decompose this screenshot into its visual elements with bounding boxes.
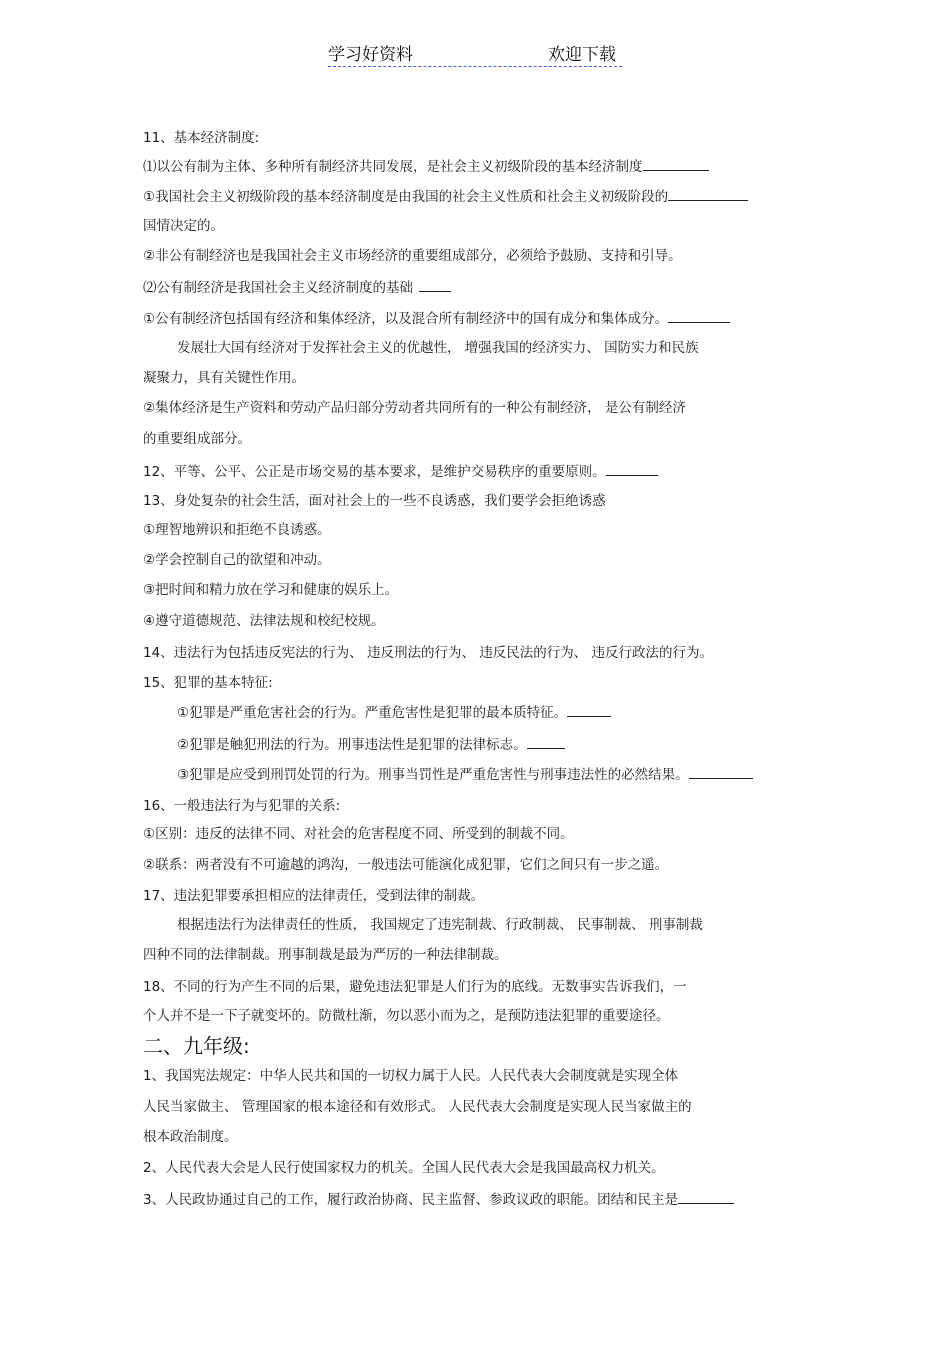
text-line: 四种不同的法律制裁。刑事制裁是最为严厉的一种法律制裁。 xyxy=(143,947,508,963)
fill-blank xyxy=(527,734,565,749)
fill-blank xyxy=(606,461,658,476)
text-line: ①理智地辨识和拒绝不良诱惑。 xyxy=(143,522,331,538)
text-line: 2、人民代表大会是人民行使国家权力的机关。全国人民代表大会是我国最高权力机关。 xyxy=(143,1160,665,1176)
text-line: ③把时间和精力放在学习和健康的娱乐上。 xyxy=(143,582,399,598)
section-heading: 二、九年级: xyxy=(143,1034,250,1058)
text-line: 根据违法行为法律责任的性质， 我国规定了违宪制裁、行政制裁、 民事制裁、 刑事制裁 xyxy=(177,917,703,933)
fill-blank xyxy=(668,308,730,323)
text-line: 16、一般违法行为与犯罪的关系: xyxy=(143,798,341,814)
text-line: 12、平等、公平、公正是市场交易的基本要求，是维护交易秩序的重要原则。 xyxy=(143,461,658,482)
fill-blank xyxy=(668,186,748,201)
fill-blank xyxy=(419,277,451,292)
text-line: 3、人民政协通过自己的工作，履行政治协商、民主监督、参政议政的职能。团结和民主是 xyxy=(143,1189,734,1210)
text-line: ⑵公有制经济是我国社会主义经济制度的基础 xyxy=(143,277,451,298)
text-line: 18、不同的行为产生不同的后果，避免违法犯罪是人们行为的底线。无数事实告诉我们，一 xyxy=(143,979,687,995)
text-line: ②联系：两者没有不可逾越的鸿沟，一般违法可能演化成犯罪，它们之间只有一步之遥。 xyxy=(143,857,669,873)
text-line: 15、犯罪的基本特征: xyxy=(143,675,273,691)
text-line: ①区别：违反的法律不同、对社会的危害程度不同、所受到的制裁不同。 xyxy=(143,826,574,842)
text-line: ②犯罪是触犯刑法的行为。刑事违法性是犯罪的法律标志。 xyxy=(177,734,565,755)
text-line: ②集体经济是生产资料和劳动产品归部分劳动者共同所有的一种公有制经济， 是公有制经济 xyxy=(143,400,686,416)
text-line: ④遵守道德规范、法律法规和校纪校规。 xyxy=(143,613,385,629)
text-line: 1、我国宪法规定：中华人民共和国的一切权力属于人民。人民代表大会制度就是实现全体 xyxy=(143,1068,679,1084)
text-line: 发展壮大国有经济对于发挥社会主义的优越性， 增强我国的经济实力、 国防实力和民族 xyxy=(177,340,699,356)
text-line: 的重要组成部分。 xyxy=(143,431,251,447)
text-line: 凝聚力，具有关键性作用。 xyxy=(143,370,305,386)
text-line: ①犯罪是严重危害社会的行为。严重危害性是犯罪的最本质特征。 xyxy=(177,702,611,723)
text-line: 人民当家做主、 管理国家的根本途径和有效形式。 人民代表大会制度是实现人民当家做主的 xyxy=(143,1099,692,1115)
text-line: 11、基本经济制度: xyxy=(143,130,260,146)
text-line: 13、身处复杂的社会生活，面对社会上的一些不良诱惑，我们要学会拒绝诱惑 xyxy=(143,493,606,509)
text-line: ②学会控制自己的欲望和冲动。 xyxy=(143,552,331,568)
text-line: ③犯罪是应受到刑罚处罚的行为。刑事当罚性是严重危害性与刑事违法性的必然结果。 xyxy=(177,764,753,785)
text-line: ①公有制经济包括国有经济和集体经济，以及混合所有制经济中的国有成分和集体成分。 xyxy=(143,308,730,329)
header-right-text: 欢迎下载 xyxy=(548,45,616,65)
text-line: 个人并不是一下子就变坏的。防微杜渐，勿以恶小而为之，是预防违法犯罪的重要途径。 xyxy=(143,1008,670,1024)
text-line: 17、违法犯罪要承担相应的法律责任，受到法律的制裁。 xyxy=(143,888,485,904)
text-line: 国情决定的。 xyxy=(143,218,224,234)
text-line: ⑴以公有制为主体、多种所有制经济共同发展，是社会主义初级阶段的基本经济制度 xyxy=(143,156,709,177)
text-line: 14、违法行为包括违反宪法的行为、 违反刑法的行为、 违反民法的行为、 违反行政法的行为。 xyxy=(143,645,714,661)
fill-blank xyxy=(567,702,611,717)
fill-blank xyxy=(643,156,709,171)
text-line: ①我国社会主义初级阶段的基本经济制度是由我国的社会主义性质和社会主义初级阶段的 xyxy=(143,186,748,207)
text-line: ②非公有制经济也是我国社会主义市场经济的重要组成部分，必须给予鼓励、支持和引导。 xyxy=(143,248,682,264)
fill-blank xyxy=(678,1189,734,1204)
page-header xyxy=(328,40,622,67)
fill-blank xyxy=(689,764,753,779)
header-left-text: 学习好资料 xyxy=(328,45,413,65)
text-line: 根本政治制度。 xyxy=(143,1129,238,1145)
